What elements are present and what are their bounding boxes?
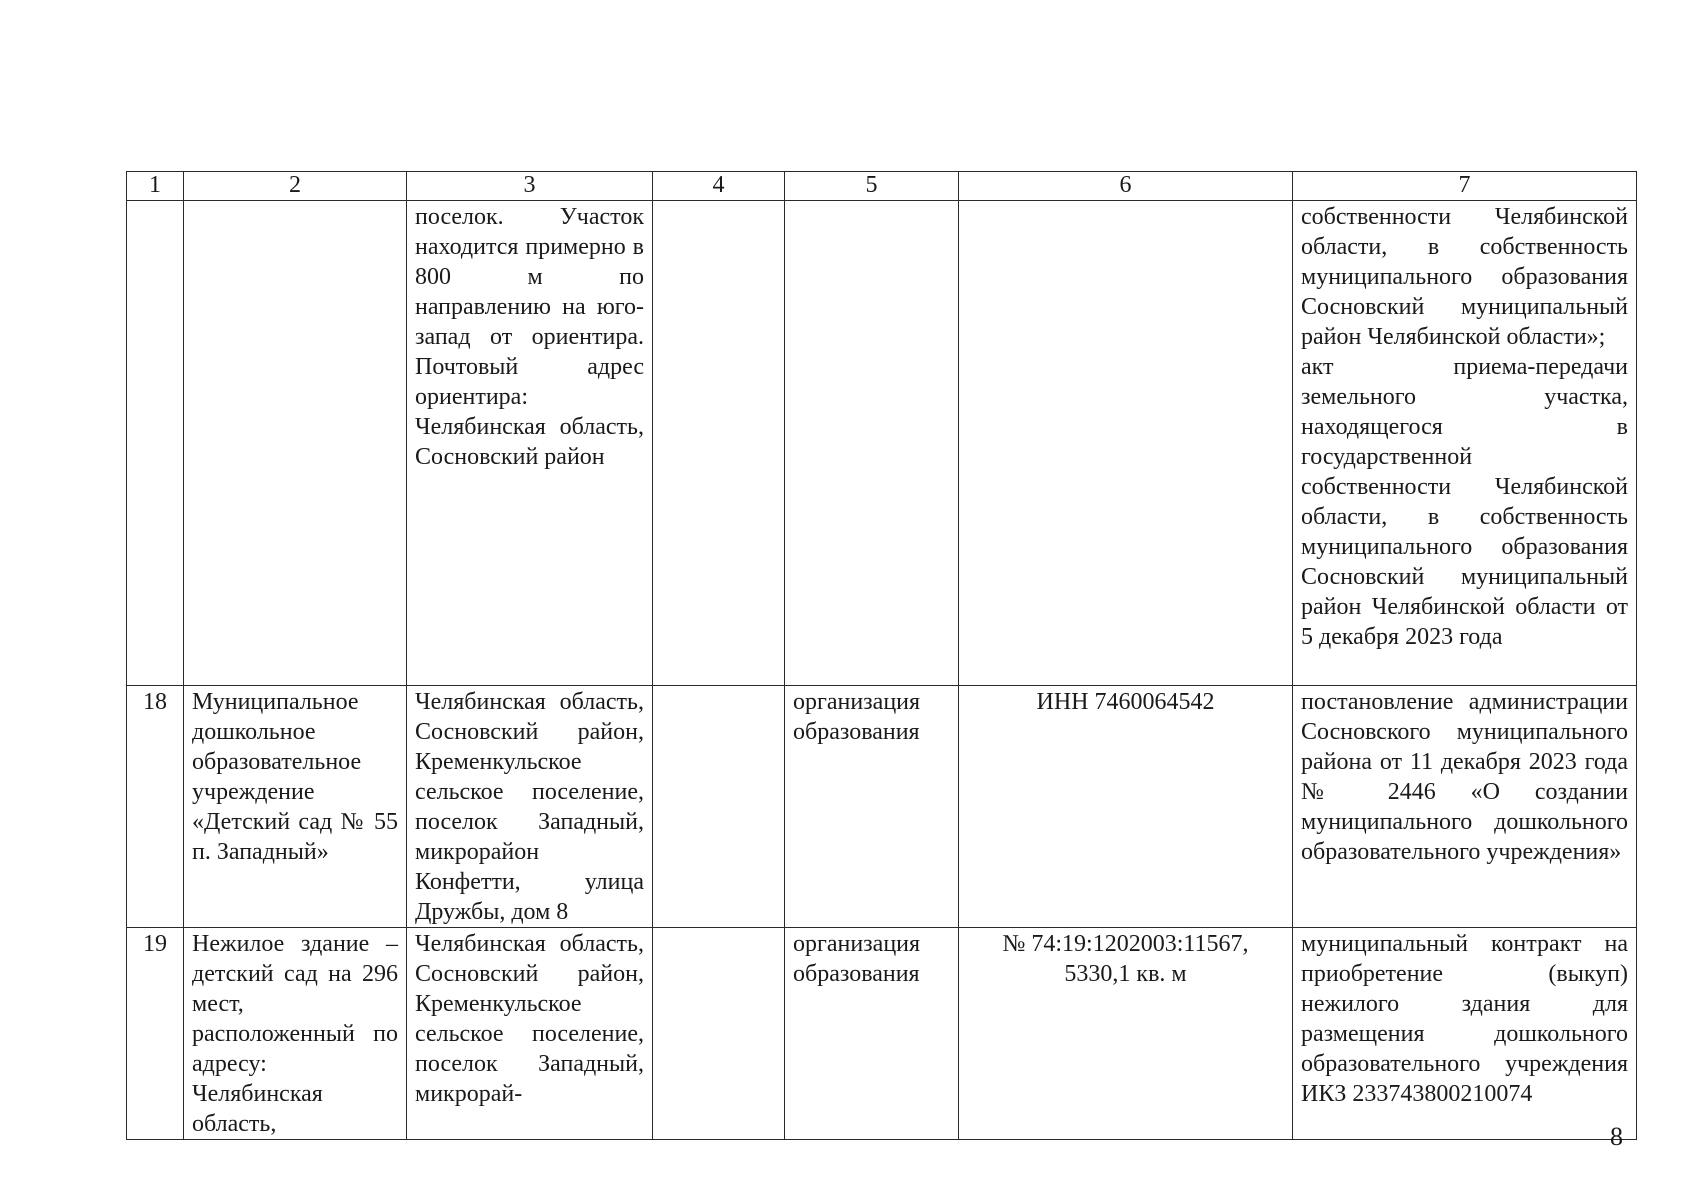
- column-4-cell: [653, 201, 785, 686]
- header-cell: 1: [127, 172, 184, 201]
- table-row: [127, 928, 1637, 1140]
- object-address: Челябинская область, Сосновский район, Кременкульское сельское поселение, поселок Западный, микрорайон Конфетти, улица Дружбы, дом 8: [407, 686, 653, 928]
- row-number: 19: [127, 928, 184, 1140]
- object-identifier: [959, 201, 1293, 686]
- register-table: [126, 171, 1637, 1140]
- header-cell: 5: [785, 172, 959, 201]
- page-number: 8: [1610, 1122, 1623, 1151]
- header-cell: 7: [1293, 172, 1637, 201]
- object-name: Нежилое здание – детский сад на 296 мест, расположенный по адресу: Челябинская область,: [184, 928, 407, 1140]
- object-address: Челябинская область, Сосновский район, Кременкульское сельское поселение, поселок Западный, микрорай-: [407, 928, 653, 1140]
- header-cell: 3: [407, 172, 653, 201]
- object-name: [184, 201, 407, 686]
- legal-basis: постановление администрации Сосновского муниципального района от 11 декабря 2023 года № 2446 «О создании муниципального дошкольного образовательного учреждения»: [1293, 686, 1637, 928]
- header-cell: 4: [653, 172, 785, 201]
- table-header-row: [127, 172, 1637, 201]
- row-number: 18: [127, 686, 184, 928]
- row-number: [127, 201, 184, 686]
- object-type: [785, 201, 959, 686]
- legal-basis: муниципальный контракт на приобретение (выкуп) нежилого здания для размещения дошкольного образовательного учреждения ИКЗ 233743800210074: [1293, 928, 1637, 1140]
- object-type: организация образования: [785, 686, 959, 928]
- object-identifier: № 74:19:1202003:11567, 5330,1 кв. м: [959, 928, 1293, 1140]
- table-row: [127, 686, 1637, 928]
- header-cell: 2: [184, 172, 407, 201]
- table-row: [127, 201, 1637, 686]
- object-identifier: ИНН 7460064542: [959, 686, 1293, 928]
- object-address: поселок. Участок находится примерно в 800 м по направлению на юго-запад от ориентира. Почтовый адрес ориентира: Челябинская область, Сосновский район: [407, 201, 653, 686]
- header-cell: 6: [959, 172, 1293, 201]
- object-name: Муниципальное дошкольное образовательное учреждение «Детский сад № 55 п. Западный»: [184, 686, 407, 928]
- column-4-cell: [653, 686, 785, 928]
- column-4-cell: [653, 928, 785, 1140]
- object-type: организация образования: [785, 928, 959, 1140]
- legal-basis: собственности Челябинской области, в собственность муниципального образования Сосновский муниципальный район Челябинской области»; акт приема-передачи земельного участка, находящегося в государственной собственности Челябинской области, в собственность муниципального образования Сосновский муниципальный район Челябинской области от 5 декабря 2023 года: [1293, 201, 1637, 686]
